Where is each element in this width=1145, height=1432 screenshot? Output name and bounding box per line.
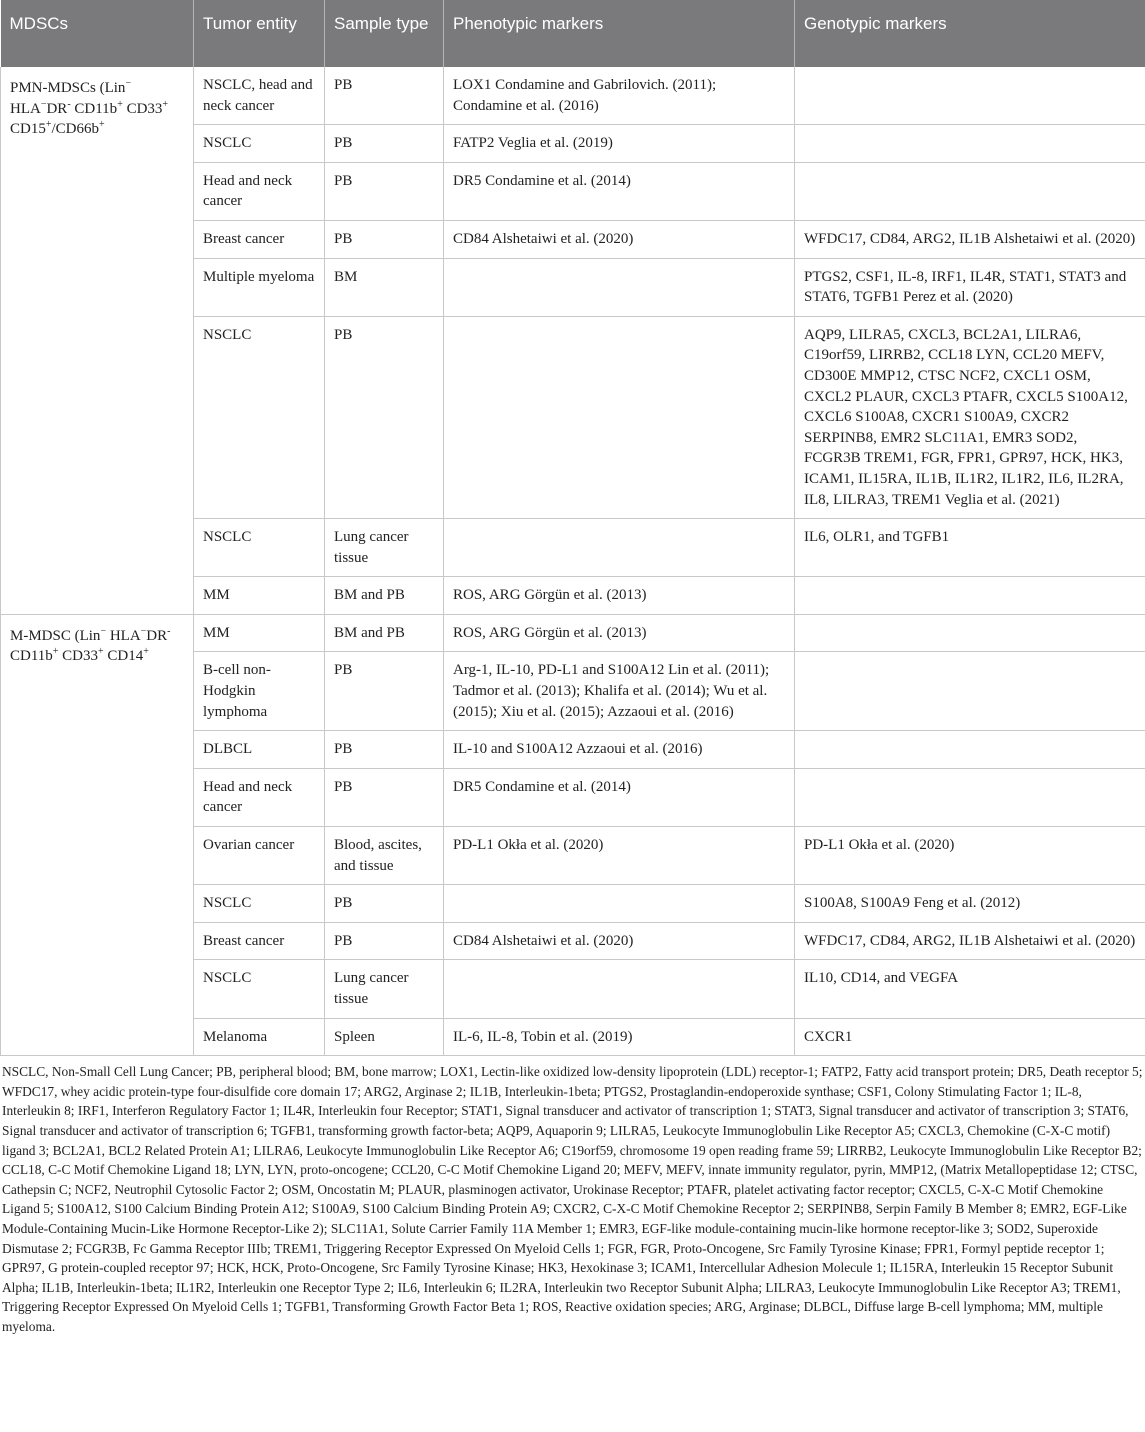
tumor-entity-cell: NSCLC, head and neck cancer — [194, 67, 325, 125]
sample-type-cell: Spleen — [325, 1018, 444, 1056]
phenotypic-markers-cell: DR5 Condamine et al. (2014) — [444, 768, 795, 826]
sample-type-cell: Blood, ascites, and tissue — [325, 827, 444, 885]
sample-type-cell: PB — [325, 768, 444, 826]
phenotypic-markers-cell: IL-10 and S100A12 Azzaoui et al. (2016) — [444, 731, 795, 769]
phenotypic-markers-cell — [444, 258, 795, 316]
tumor-entity-cell: Ovarian cancer — [194, 827, 325, 885]
table-footnote: NSCLC, Non-Small Cell Lung Cancer; PB, peripheral blood; BM, bone marrow; LOX1, Lectin-like oxidized low-density lipoprotein (LDL) receptor-1; FATP2, Fatty acid transport protein; DR5, Death receptor 5; WFDC17, whey acidic protein-type four-disulfide core domain 17; ARG2, Arginase 2; IL1B, Interleukin-1beta; PTGS2, Prostaglandin-endoperoxide synthase; CSF1, Colony Stimulating Factor 1; IL-8, Interleukin 8; IRF1, Interferon Regulatory Factor 1; IL4R, Interleukin four Receptor; STAT1, Signal transducer and activator of transcription 1; STAT3, Signal transducer and activator of transcription 3; STAT6, Signal transducer and activator of transcription 6; TGFB1, transforming growth factor-beta; AQP9, Aquaporin 9; LILRA5, Leukocyte Immunoglobulin Like Receptor A5; CXCL3, Chemokine (C-X-C motif) ligand 3; BCL2A1, BCL2 Related Protein A1; LILRA6, Leukocyte Immunoglobulin Like Receptor A6; C19orf59, chromosome 19 open reading frame 59; LIRRB2, Leukocyte Immunoglobulin Like Receptor B2; CCL18, C-C Motif Chemokine Ligand 18; LYN, LYN, proto-oncogene; CCL20, C-C Motif Chemokine Ligand 20; MEFV, MEFV, innate immunity regulator, pyrin, MMP12, (Matrix Metallopeptidase 12; CTSC, Cathepsin C; NCF2, Neutrophil Cytosolic Factor 2; OSM, Oncostatin M; PLAUR, plasminogen activator, Urokinase Receptor; PTAFR, platelet activating factor receptor; CXCL5, C-X-C Motif Chemokine Ligand 5; S100A12, S100 Calcium Binding Protein A12; S100A9, S100 Calcium Binding Protein A9; CXCR2, C-X-C Motif Chemokine Receptor 2; SERPINB8, Serpin Family B Member 8; EMR2, EGF-Like Module-Containing Mucin-Like Hormone Receptor-Like 2); SLC11A1, Solute Carrier Family 11A Member 1; EMR3, EGF-like module-containing mucin-like hormone receptor-like 3; SOD2, Superoxide Dismutase 2; FCGR3B, Fc Gamma Receptor IIIb; TREM1, Triggering Receptor Expressed On Myeloid Cells 1; FGR, FGR, Proto-Oncogene, Src Family Tyrosine Kinase; FPR1, Formyl peptide receptor 1; GPR97, G protein-coupled receptor 97; HCK, HCK, Proto-Oncogene, Src Family Tyrosine Kinase; HK3, Hexokinase 3; ICAM1, Intercellular Adhesion Molecule 1; IL15RA, Interleukin 15 Receptor Subunit Alpha; IL1B, Interleukin-1beta; IL1R2, Interleukin one Receptor Type 2; IL6, Interleukin 6; IL2RA, Interleukin two Receptor Subunit Alpha; LILRA3, Leukocyte Immunoglobulin Like Receptor A3; TREM1, Triggering Receptor Expressed On Myeloid Cells 1; TGFB1, Transforming Growth Factor Beta 1; ROS, Reactive oxidation species; ARG, Arginase; DLBCL, Diffuse large B-cell lymphoma; MM, multiple myeloma. — [2, 1064, 1143, 1334]
genotypic-markers-cell — [795, 125, 1145, 163]
genotypic-markers-cell — [795, 577, 1145, 615]
phenotypic-markers-cell: ROS, ARG Görgün et al. (2013) — [444, 614, 795, 652]
phenotypic-markers-cell — [444, 519, 795, 577]
sample-type-cell: PB — [325, 67, 444, 125]
tumor-entity-cell: MM — [194, 577, 325, 615]
header-tumor-entity: Tumor entity — [194, 0, 325, 67]
table-row — [1, 614, 1145, 652]
genotypic-markers-cell: WFDC17, CD84, ARG2, IL1B Alshetaiwi et al. (2020) — [795, 220, 1145, 258]
phenotypic-markers-cell: CD84 Alshetaiwi et al. (2020) — [444, 922, 795, 960]
sample-type-cell: PB — [325, 220, 444, 258]
phenotypic-markers-cell: FATP2 Veglia et al. (2019) — [444, 125, 795, 163]
sample-type-cell: PB — [325, 125, 444, 163]
phenotypic-markers-cell: ROS, ARG Görgün et al. (2013) — [444, 577, 795, 615]
sample-type-cell: PB — [325, 885, 444, 923]
genotypic-markers-cell — [795, 67, 1145, 125]
sample-type-cell: PB — [325, 731, 444, 769]
phenotypic-markers-cell: LOX1 Condamine and Gabrilovich. (2011); Condamine et al. (2016) — [444, 67, 795, 125]
header-mdscs: MDSCs — [1, 0, 194, 67]
phenotypic-markers-cell — [444, 960, 795, 1018]
tumor-entity-cell: NSCLC — [194, 316, 325, 518]
tumor-entity-cell: NSCLC — [194, 885, 325, 923]
tumor-entity-cell: DLBCL — [194, 731, 325, 769]
tumor-entity-cell: NSCLC — [194, 960, 325, 1018]
genotypic-markers-cell — [795, 731, 1145, 769]
genotypic-markers-cell: PTGS2, CSF1, IL-8, IRF1, IL4R, STAT1, STAT3 and STAT6, TGFB1 Perez et al. (2020) — [795, 258, 1145, 316]
tumor-entity-cell: B-cell non-Hodgkin lymphoma — [194, 652, 325, 731]
genotypic-markers-cell — [795, 652, 1145, 731]
sample-type-cell: BM and PB — [325, 577, 444, 615]
tumor-entity-cell: Head and neck cancer — [194, 768, 325, 826]
sample-type-cell: PB — [325, 922, 444, 960]
sample-type-cell: BM and PB — [325, 614, 444, 652]
tumor-entity-cell: NSCLC — [194, 519, 325, 577]
genotypic-markers-cell: S100A8, S100A9 Feng et al. (2012) — [795, 885, 1145, 923]
genotypic-markers-cell: IL6, OLR1, and TGFB1 — [795, 519, 1145, 577]
table-row — [1, 67, 1145, 125]
phenotypic-markers-cell: CD84 Alshetaiwi et al. (2020) — [444, 220, 795, 258]
sample-type-cell: PB — [325, 316, 444, 518]
header-genotypic-markers: Genotypic markers — [795, 0, 1145, 67]
genotypic-markers-cell: IL10, CD14, and VEGFA — [795, 960, 1145, 1018]
header-row — [1, 0, 1145, 67]
mdsc-group-label: M-MDSC (Lin− HLA−DR- CD11b+ CD33+ CD14+ — [1, 614, 194, 1055]
sample-type-cell: PB — [325, 652, 444, 731]
sample-type-cell: Lung cancer tissue — [325, 519, 444, 577]
tumor-entity-cell: MM — [194, 614, 325, 652]
phenotypic-markers-cell: IL-6, IL-8, Tobin et al. (2019) — [444, 1018, 795, 1056]
phenotypic-markers-cell: Arg-1, IL-10, PD-L1 and S100A12 Lin et al. (2011); Tadmor et al. (2013); Khalifa et al. (2014); Wu et al. (2015); Xiu et al. (2015); Azzaoui et al. (2016) — [444, 652, 795, 731]
sample-type-cell: BM — [325, 258, 444, 316]
tumor-entity-cell: Multiple myeloma — [194, 258, 325, 316]
phenotypic-markers-cell: DR5 Condamine et al. (2014) — [444, 162, 795, 220]
table-body — [1, 67, 1145, 1056]
genotypic-markers-cell: AQP9, LILRA5, CXCL3, BCL2A1, LILRA6, C19orf59, LIRRB2, CCL18 LYN, CCL20 MEFV, CD300E MMP12, CTSC NCF2, CXCL1 OSM, CXCL2 PLAUR, CXCL3 PTAFR, CXCL5 S100A12, CXCL6 S100A8, CXCR1 S100A9, CXCR2 SERPINB8, EMR2 SLC11A1, EMR3 SOD2, FCGR3B TREM1, FGR, FPR1, GPR97, HCK, HK3, ICAM1, IL15RA, IL1B, IL1R2, IL1R2, IL6, IL2RA, IL8, LILRA3, TREM1 Veglia et al. (2021) — [795, 316, 1145, 518]
genotypic-markers-cell: WFDC17, CD84, ARG2, IL1B Alshetaiwi et al. (2020) — [795, 922, 1145, 960]
genotypic-markers-cell — [795, 768, 1145, 826]
tumor-entity-cell: Melanoma — [194, 1018, 325, 1056]
phenotypic-markers-cell: PD-L1 Okła et al. (2020) — [444, 827, 795, 885]
sample-type-cell: Lung cancer tissue — [325, 960, 444, 1018]
phenotypic-markers-cell — [444, 316, 795, 518]
header-sample-type: Sample type — [325, 0, 444, 67]
genotypic-markers-cell: CXCR1 — [795, 1018, 1145, 1056]
table-header — [1, 0, 1145, 67]
genotypic-markers-cell: PD-L1 Okła et al. (2020) — [795, 827, 1145, 885]
tumor-entity-cell: Breast cancer — [194, 922, 325, 960]
tumor-entity-cell: Breast cancer — [194, 220, 325, 258]
genotypic-markers-cell — [795, 614, 1145, 652]
genotypic-markers-cell — [795, 162, 1145, 220]
mdsc-group-label: PMN-MDSCs (Lin− HLA−DR- CD11b+ CD33+ CD15+/CD66b+ — [1, 67, 194, 614]
header-phenotypic-markers: Phenotypic markers — [444, 0, 795, 67]
tumor-entity-cell: Head and neck cancer — [194, 162, 325, 220]
phenotypic-markers-cell — [444, 885, 795, 923]
tumor-entity-cell: NSCLC — [194, 125, 325, 163]
sample-type-cell: PB — [325, 162, 444, 220]
